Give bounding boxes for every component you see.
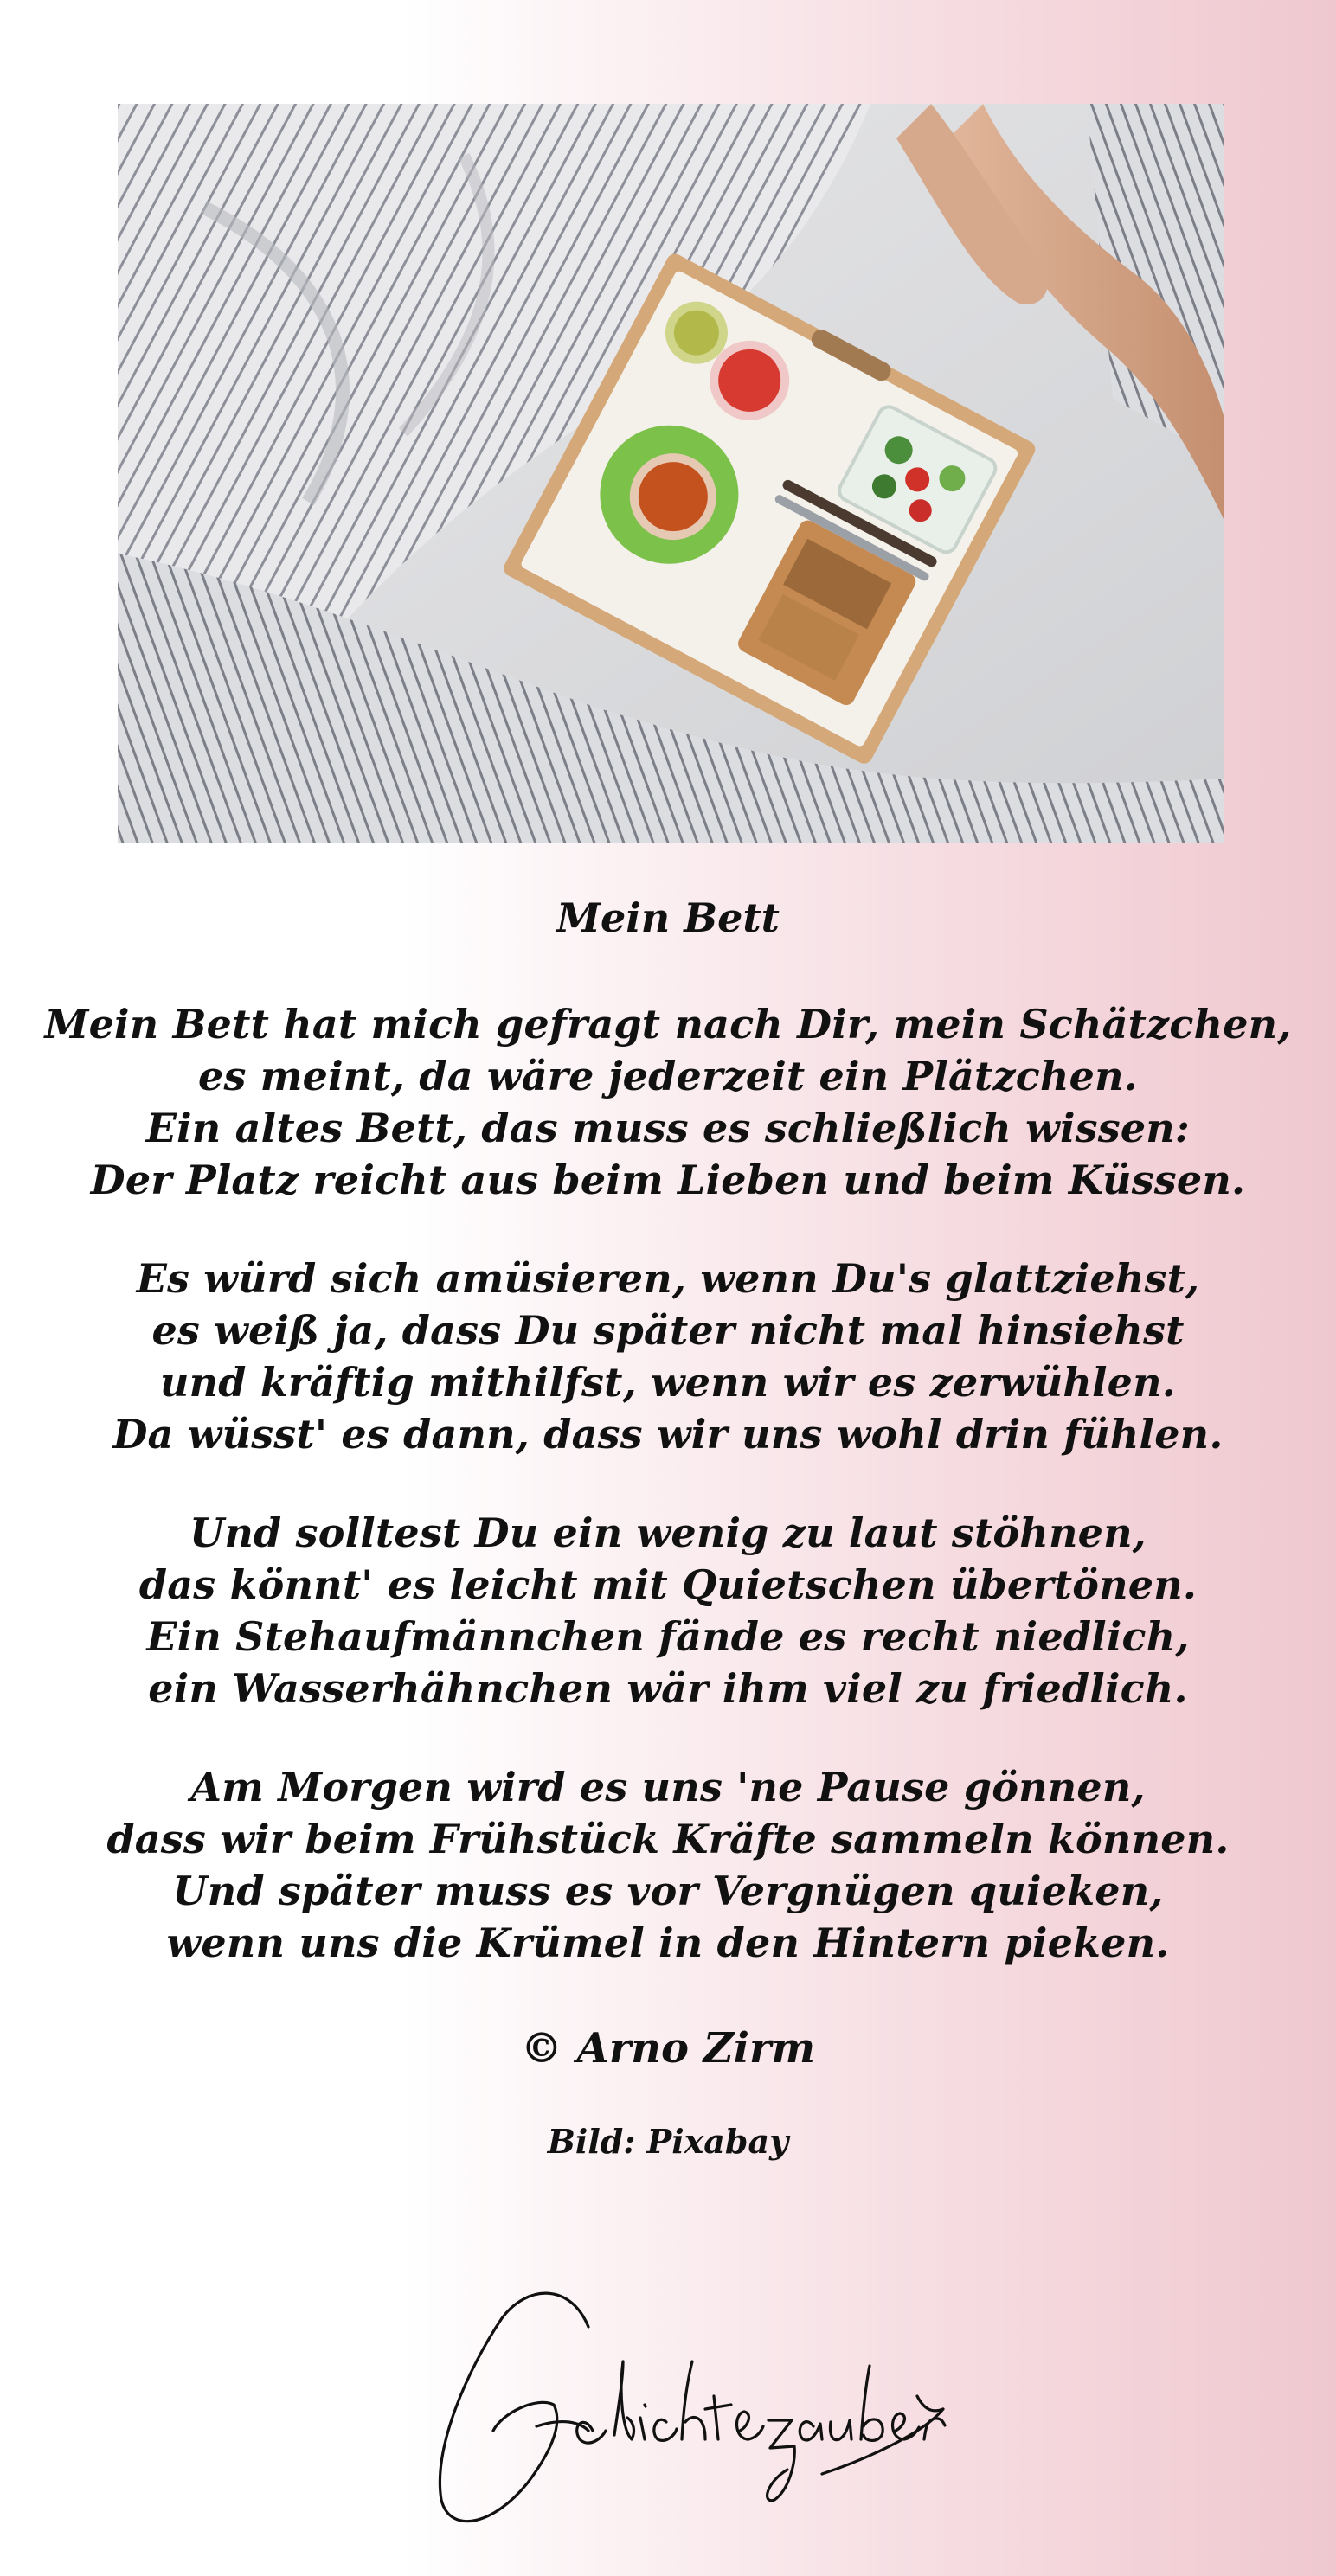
poem-line: Mein Bett hat mich gefragt nach Dir, mein Schätzchen,: [44, 1001, 1292, 1048]
stanza-4: [0, 1761, 1336, 1969]
poem-line: dass wir beim Frühstück Kräfte sammeln können.: [106, 1816, 1230, 1862]
copyright-line: © Arno Zirm: [520, 2024, 816, 2073]
poem-line: Es würd sich amüsieren, wenn Du's glattziehst,: [136, 1255, 1200, 1302]
poem-line: Und solltest Du ein wenig zu laut stöhnen,: [189, 1509, 1147, 1556]
poem-line: das könnt' es leicht mit Quietschen übertönen.: [138, 1561, 1198, 1608]
poem-line: und kräftig mithilfst, wenn wir es zerwühlen.: [159, 1359, 1176, 1406]
signature-script-icon: [407, 2266, 960, 2543]
hero-photo: [118, 104, 1224, 843]
stanza-3: [0, 1507, 1336, 1714]
poem-title: Mein Bett: [556, 894, 780, 941]
poem-line: es weiß ja, dass Du später nicht mal hinsiehst: [151, 1307, 1185, 1354]
poem-line: es meint, da wäre jederzeit ein Plätzchen.: [198, 1053, 1138, 1099]
gedichtezauber-signature-logo: [407, 2266, 960, 2543]
stanza-2: [0, 1253, 1336, 1460]
poem-line: Am Morgen wird es uns 'ne Pause gönnen,: [190, 1764, 1146, 1810]
poem: [0, 884, 1336, 2164]
poem-line: ein Wasserhähnchen wär ihm viel zu friedlich.: [148, 1665, 1188, 1712]
poem-line: Und später muss es vor Vergnügen quieken,: [172, 1868, 1164, 1914]
poem-line: Ein altes Bett, das muss es schließlich wissen:: [145, 1105, 1191, 1151]
bed-breakfast-illustration: [118, 104, 1224, 843]
stanza-1: [0, 998, 1336, 1206]
poem-line: Da wüsst' es dann, dass wir uns wohl drin fühlen.: [112, 1411, 1224, 1458]
image-credit: Bild: Pixabay: [547, 2122, 789, 2161]
poem-line: Ein Stehaufmännchen fände es recht niedlich,: [146, 1613, 1190, 1660]
poem-line: Der Platz reicht aus beim Lieben und beim Küssen.: [90, 1157, 1246, 1203]
poem-line: wenn uns die Krümel in den Hintern pieken.: [166, 1919, 1170, 1966]
